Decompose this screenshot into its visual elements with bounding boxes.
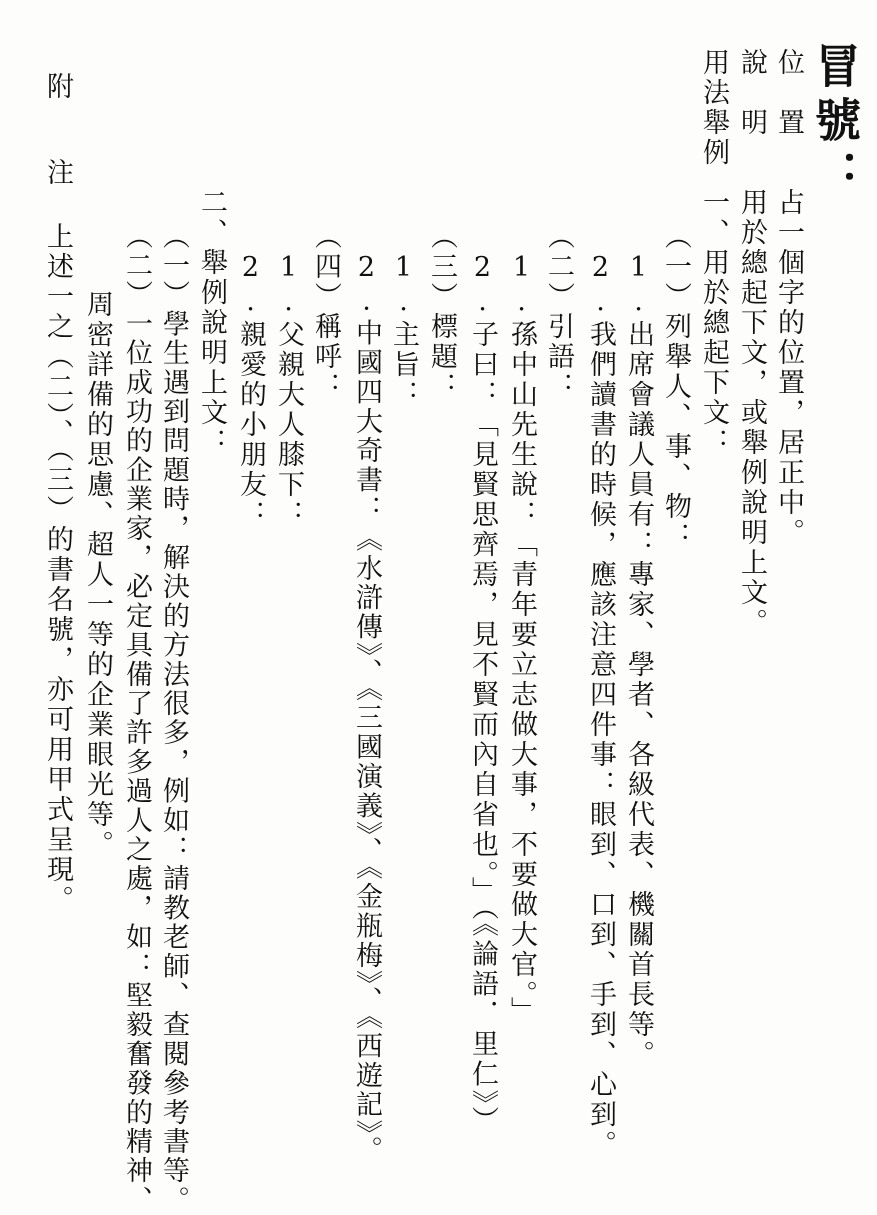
part1-sub1-item2: 2.我們讀書的時候，應該注意四件事：眼到、口到、手到、心到。 <box>585 252 616 1160</box>
part1-sub4-label: （四）稱呼： <box>310 222 341 402</box>
part1-sub3-item2: 2.中國四大奇書：《水滸傳》、《三國演義》、《金瓶梅》、《西遊記》。 <box>351 252 382 1166</box>
note-text: 上述一之（二）、（三）的書名號，亦可用甲式呈現。 <box>42 222 73 915</box>
part1-sub1-label: （一）列舉人、事、物： <box>660 222 691 552</box>
part1-sub2-label: （二）引語： <box>543 222 574 402</box>
position-text: 占一個字的位置，居正中。 <box>773 188 804 548</box>
part1-sub2-item1: 1.孫中山先生說：「青年要立志做大事，不要做大官。」 <box>506 252 537 1027</box>
note-label-2: 注 <box>42 158 73 188</box>
usage-label: 用法舉例 <box>698 48 729 168</box>
note-label-1: 附 <box>42 72 73 102</box>
description-label: 說 明 <box>736 48 767 138</box>
part2-heading: 二、舉例說明上文： <box>196 188 227 458</box>
part1-heading: 一、用於總起下文： <box>698 188 729 458</box>
part1-sub1-item1: 1.出席會議人員有：專家、學者、各級代表、機關首長等。 <box>623 252 654 1070</box>
part2-sub2-line2: 周密詳備的思慮、超人一等的企業眼光等。 <box>82 290 113 860</box>
part2-sub1: （一）學生遇到問題時，解決的方法很多，例如：請教老師、查閱參考書等。 <box>158 222 189 1215</box>
part1-sub3-label: （三）標題： <box>426 222 457 402</box>
part1-sub4-item1: 1.父親大人膝下： <box>273 252 304 530</box>
description-text: 用於總起下文，或舉例說明上文。 <box>736 188 767 638</box>
part1-sub2-item2: 2.子曰：「見賢思齊焉，見不賢而內自省也。」（《論語．里仁》） <box>467 252 498 1136</box>
part1-sub4-item2: 2.親愛的小朋友： <box>235 252 266 530</box>
part1-sub3-item1: 1.主旨： <box>388 252 419 410</box>
part2-sub2-line1: （二）一位成功的企業家，必定具備了許多過人之處，如：堅毅奮發的精神、 <box>121 222 152 1215</box>
title: 冒號： <box>808 42 862 204</box>
position-label: 位 置 <box>773 48 804 138</box>
